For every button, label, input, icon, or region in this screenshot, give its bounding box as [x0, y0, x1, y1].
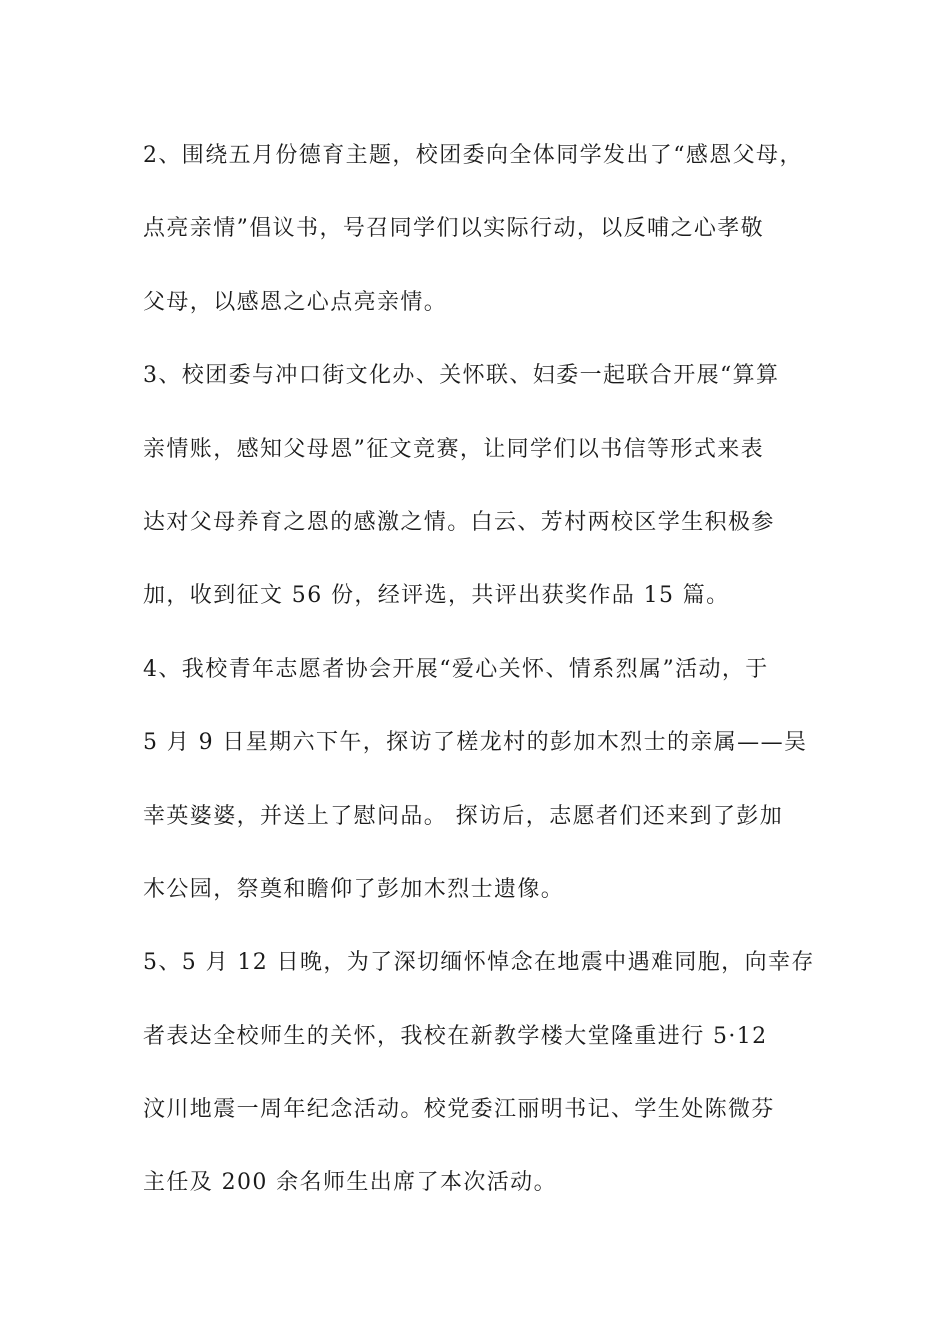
text-line-item-2-3: 父母，以感恩之心点亮亲情。: [143, 289, 448, 315]
text-line-item-5-4: 主任及 200 余名师生出席了本次活动。: [143, 1170, 557, 1196]
text-line-item-3-4: 加，收到征文 56 份，经评选，共评出获奖作品 15 篇。: [143, 583, 730, 609]
text-line-item-5-1: 5、5 月 12 日晚，为了深切缅怀悼念在地震中遇难同胞，向幸存: [143, 950, 815, 976]
text-line-item-5-2: 者表达全校师生的关怀，我校在新教学楼大堂隆重进行 5·12: [143, 1023, 768, 1049]
text-line-item-4-2: 5 月 9 日星期六下午，探访了槎龙村的彭加木烈士的亲属——吴: [143, 730, 808, 756]
text-line-item-3-2: 亲情账，感知父母恩”征文竞赛，让同学们以书信等形式来表: [143, 436, 765, 462]
text-line-item-4-4: 木公园，祭奠和瞻仰了彭加木烈士遗像。: [143, 876, 565, 902]
text-line-item-3-3: 达对父母养育之恩的感激之情。白云、芳村两校区学生积极参: [143, 509, 775, 535]
text-line-item-4-1: 4、我校青年志愿者协会开展“爱心关怀、情系烈属”活动，于: [143, 656, 769, 682]
text-line-item-2-2: 点亮亲情”倡议书，号召同学们以实际行动，以反哺之心孝敬: [143, 216, 765, 242]
text-line-item-2-1: 2、围绕五月份德育主题，校团委向全体同学发出了“感恩父母，: [143, 143, 803, 168]
text-line-item-5-3: 汶川地震一周年纪念活动。校党委江丽明书记、学生处陈微芬: [143, 1097, 775, 1123]
text-line-item-4-3: 幸英婆婆，并送上了慰问品。 探访后，志愿者们还来到了彭加: [143, 803, 784, 829]
document-body: [143, 126, 813, 1227]
text-line-item-3-1: 3、校团委与冲口街文化办、关怀联、妇委一起联合开展“算算: [143, 363, 780, 389]
